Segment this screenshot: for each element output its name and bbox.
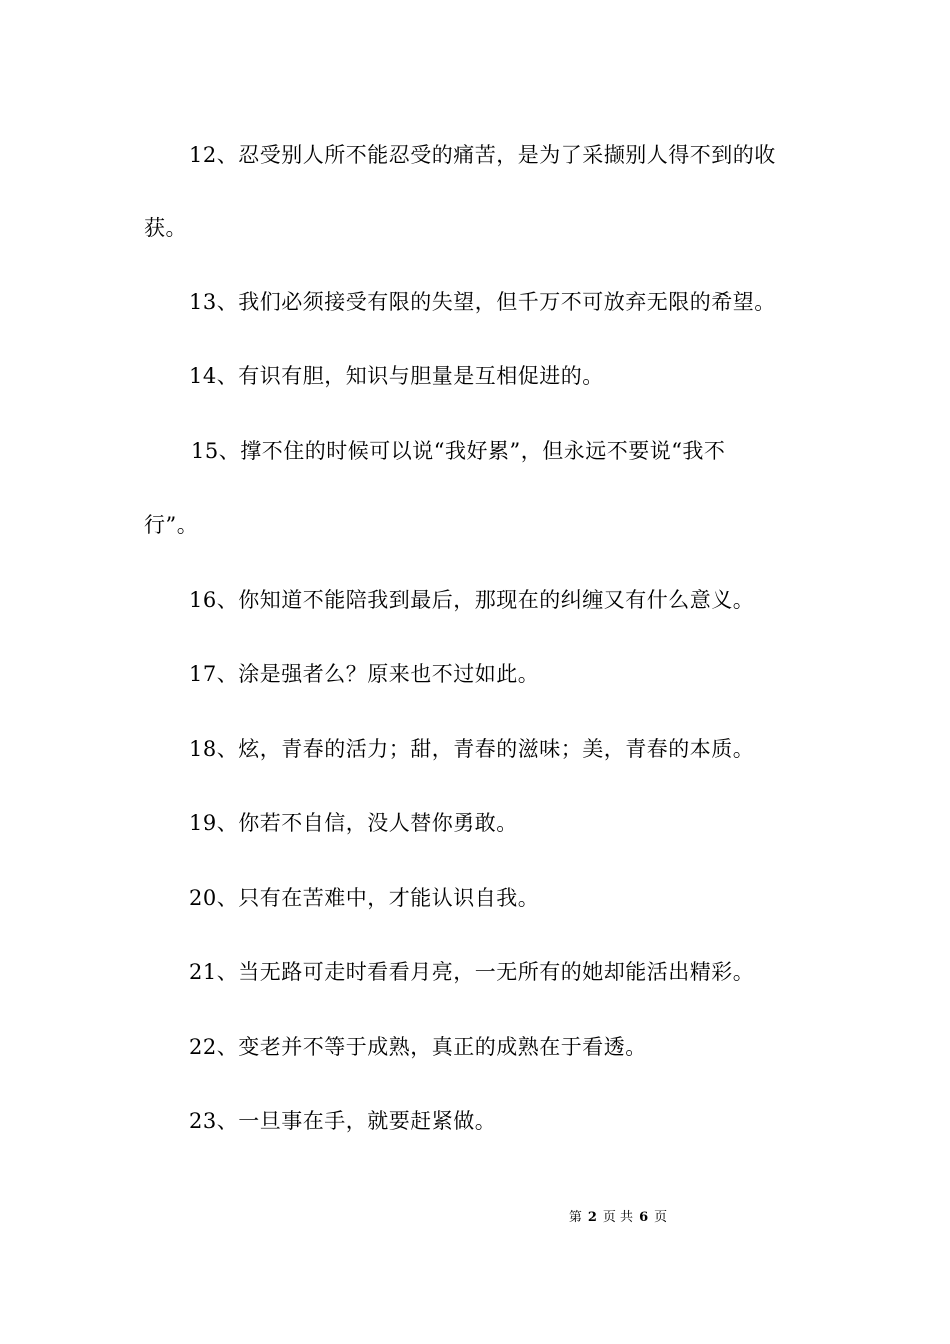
quote-21: 21、当无路可走时看看月亮，一无所有的她却能活出精彩。 <box>189 960 755 984</box>
quote-12-line-1: 12、忍受别人所不能忍受的痛苦，是为了采撷别人得不到的收 <box>189 143 776 167</box>
quote-13: 13、我们必须接受有限的失望，但千万不可放弃无限的希望。 <box>189 290 776 314</box>
footer-suffix: 页 <box>654 1210 668 1225</box>
quote-20: 20、只有在苦难中，才能认识自我。 <box>189 886 540 910</box>
quote-17: 17、涂是强者么？原来也不过如此。 <box>189 662 540 686</box>
quote-12-line-2: 获。 <box>144 216 187 240</box>
quote-15-line-1: 15、撑不住的时候可以说“我好累”，但永远不要说“我不 <box>191 439 726 463</box>
quote-15-line-2: 行”。 <box>144 513 199 537</box>
footer-page-number: 2 <box>587 1210 597 1225</box>
quote-19: 19、你若不自信，没人替你勇敢。 <box>189 811 518 835</box>
footer-prefix: 第 <box>568 1210 582 1225</box>
footer-total-pages: 6 <box>639 1210 649 1225</box>
page-footer <box>0 1209 950 1227</box>
quote-14: 14、有识有胆，知识与胆量是互相促进的。 <box>189 364 604 388</box>
quote-16: 16、你知道不能陪我到最后，那现在的纠缠又有什么意义。 <box>189 588 755 612</box>
quote-22: 22、变老并不等于成熟，真正的成熟在于看透。 <box>189 1035 647 1059</box>
quote-23: 23、一旦事在手，就要赶紧做。 <box>189 1109 497 1133</box>
footer-middle: 页 共 <box>602 1210 634 1225</box>
quote-18: 18、炫，青春的活力；甜，青春的滋味；美，青春的本质。 <box>189 737 755 761</box>
